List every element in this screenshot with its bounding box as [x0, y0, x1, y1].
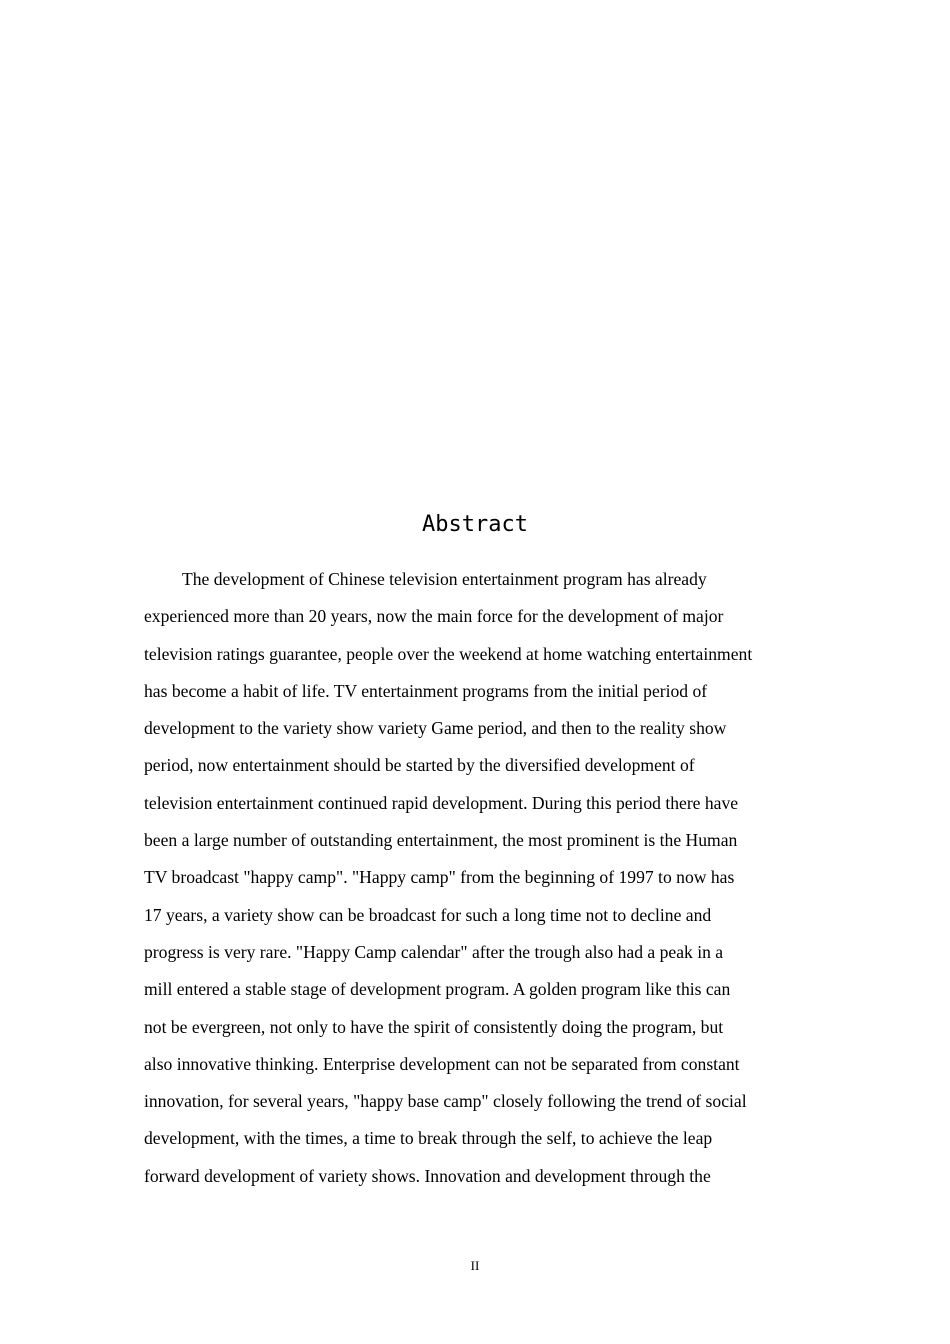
abstract-line: been a large number of outstanding entertainment, the most prominent is the Human: [144, 830, 738, 851]
abstract-line: television ratings guarantee, people over the weekend at home watching entertainment: [144, 643, 753, 664]
abstract-line: mill entered a stable stage of development program. A golden program like this can: [144, 979, 731, 1000]
abstract-line: television entertainment continued rapid development. During this period there have: [144, 792, 739, 813]
abstract-body: [144, 561, 808, 1195]
abstract-line: period, now entertainment should be started by the diversified development of: [144, 755, 695, 776]
abstract-line: has become a habit of life. TV entertainment programs from the initial period of: [144, 680, 708, 701]
abstract-line: The development of Chinese television entertainment program has already: [182, 569, 707, 589]
abstract-line: progress is very rare. "Happy Camp calendar" after the trough also had a peak in a: [144, 941, 724, 962]
page-number: II: [470, 1258, 480, 1273]
abstract-line: forward development of variety shows. Innovation and development through the: [144, 1165, 711, 1186]
abstract-heading: Abstract: [422, 512, 528, 537]
abstract-line: 17 years, a variety show can be broadcast for such a long time not to decline and: [144, 904, 712, 925]
abstract-line: development to the variety show variety Game period, and then to the reality show: [144, 718, 727, 739]
abstract-line: not be evergreen, not only to have the spirit of consistently doing the program, but: [144, 1016, 724, 1037]
abstract-line: also innovative thinking. Enterprise development can not be separated from constant: [144, 1053, 740, 1074]
abstract-line: TV broadcast "happy camp". "Happy camp" from the beginning of 1997 to now has: [144, 867, 735, 888]
abstract-line: development, with the times, a time to break through the self, to achieve the leap: [144, 1128, 713, 1149]
abstract-line: innovation, for several years, "happy base camp" closely following the trend of social: [144, 1091, 747, 1112]
abstract-line: experienced more than 20 years, now the main force for the development of major: [144, 606, 724, 627]
